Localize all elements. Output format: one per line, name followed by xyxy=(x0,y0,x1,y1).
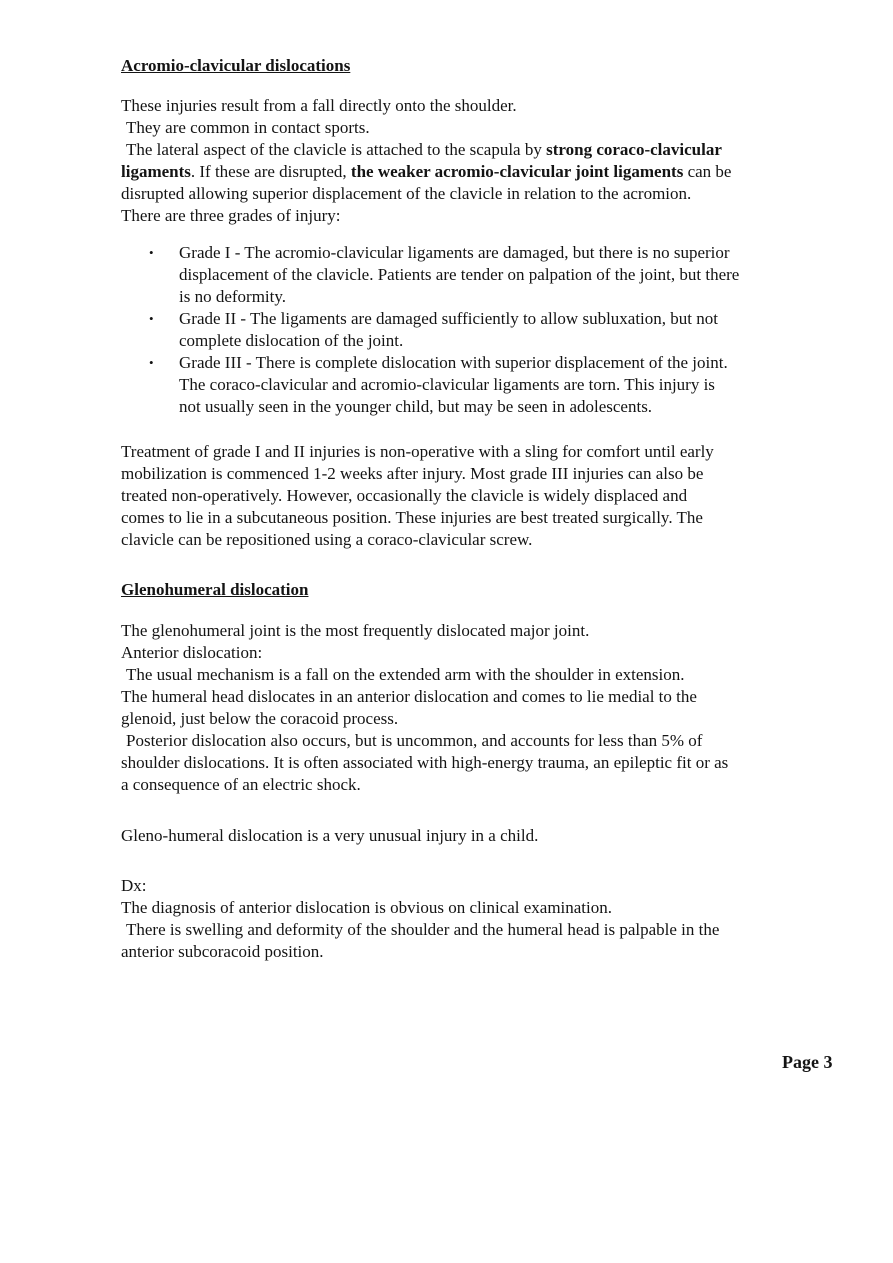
text-line: shoulder dislocations. It is often associated with high-energy trauma, an epileptic fit or as xyxy=(121,753,729,772)
text-line: is no deformity. xyxy=(179,287,287,306)
text-line: The diagnosis of anterior dislocation is obvious on clinical examination. xyxy=(121,898,613,917)
text-line: Grade III - There is complete dislocation with superior displacement of the joint. xyxy=(179,353,728,372)
grades-list-container xyxy=(121,242,841,418)
text-line: There is swelling and deformity of the shoulder and the humeral head is palpable in the xyxy=(126,920,720,939)
glenohumeral-paragraph xyxy=(121,620,841,796)
text-line: anterior subcoracoid position. xyxy=(121,942,324,961)
text-line: Grade I - The acromio-clavicular ligaments are damaged, but there is no superior xyxy=(179,243,730,262)
dx-label: Dx: xyxy=(121,876,147,895)
section-heading-glenohumeral: Glenohumeral dislocation xyxy=(121,580,309,599)
bullet-icon: • xyxy=(149,245,154,260)
text-line: The glenohumeral joint is the most frequently dislocated major joint. xyxy=(121,621,590,640)
treatment-paragraph xyxy=(121,441,821,551)
bullet-icon: • xyxy=(149,355,154,370)
bold-term: strong coraco-clavicular xyxy=(546,140,722,159)
bullet-icon: • xyxy=(149,311,154,326)
text-line: Posterior dislocation also occurs, but is uncommon, and accounts for less than 5% of xyxy=(126,731,703,750)
child-note: Gleno-humeral dislocation is a very unusual injury in a child. xyxy=(121,826,539,845)
text-line: complete dislocation of the joint. xyxy=(179,331,404,350)
text-line: The coraco-clavicular and acromio-clavicular ligaments are torn. This injury is xyxy=(179,375,715,394)
text-line: Anterior dislocation: xyxy=(121,643,263,662)
list-item xyxy=(121,352,841,418)
text-line: There are three grades of injury: xyxy=(121,206,341,225)
text-line: They are common in contact sports. xyxy=(126,118,370,137)
text-line: mobilization is commenced 1-2 weeks after injury. Most grade III injuries can also be xyxy=(121,464,704,483)
list-item xyxy=(121,308,841,352)
text-line: clavicle can be repositioned using a coraco-clavicular screw. xyxy=(121,530,533,549)
page-number: Page 3 xyxy=(782,1052,833,1072)
grades-list xyxy=(121,242,841,418)
text-line: glenoid, just below the coracoid process. xyxy=(121,709,399,728)
text-line: ligaments. If these are disrupted, the weaker acromio-clavicular joint ligaments can be xyxy=(121,162,732,181)
text-line: treated non-operatively. However, occasionally the clavicle is widely displaced and xyxy=(121,486,688,505)
text-line: These injuries result from a fall directly onto the shoulder. xyxy=(121,96,517,115)
diagnosis-paragraph xyxy=(121,875,841,963)
text-line: comes to lie in a subcutaneous position. These injuries are best treated surgically. The xyxy=(121,508,703,527)
text-line: The lateral aspect of the clavicle is attached to the scapula by strong coraco-clavicular xyxy=(126,140,722,159)
text-line: The usual mechanism is a fall on the extended arm with the shoulder in extension. xyxy=(126,665,685,684)
bold-term: ligaments xyxy=(121,162,191,181)
text-line: Treatment of grade I and II injuries is non-operative with a sling for comfort until early xyxy=(121,442,714,461)
text-line: not usually seen in the younger child, but may be seen in adolescents. xyxy=(179,397,653,416)
text-line: disrupted allowing superior displacement of the clavicle in relation to the acromion. xyxy=(121,184,692,203)
intro-paragraph xyxy=(121,95,821,227)
text-line: displacement of the clavicle. Patients are tender on palpation of the joint, but there xyxy=(179,265,740,284)
section-heading-acromio-clavicular: Acromio-clavicular dislocations xyxy=(121,56,351,75)
text-line: The humeral head dislocates in an anterior dislocation and comes to lie medial to the xyxy=(121,687,697,706)
text-line: Grade II - The ligaments are damaged sufficiently to allow subluxation, but not xyxy=(179,309,718,328)
bold-term: the weaker acromio-clavicular joint ligaments xyxy=(350,162,684,181)
text-line: a consequence of an electric shock. xyxy=(121,775,361,794)
list-item xyxy=(121,242,841,308)
